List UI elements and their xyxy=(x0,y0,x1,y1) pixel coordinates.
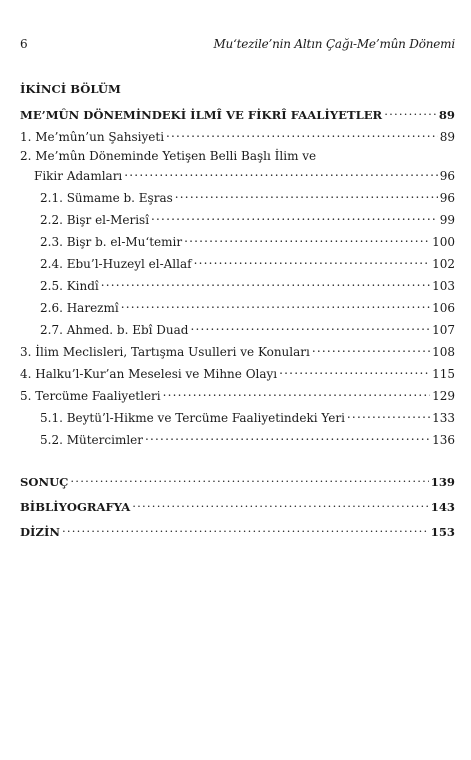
toc-entry-conclusion xyxy=(20,470,455,489)
toc-entry-page: 108 xyxy=(432,345,455,359)
toc-entry-page: 100 xyxy=(432,235,455,249)
page-number: 6 xyxy=(20,37,28,51)
dot-leader xyxy=(312,340,430,356)
toc-entry-page: 96 xyxy=(439,191,455,205)
toc-entry xyxy=(40,318,455,337)
dot-leader xyxy=(62,520,429,536)
toc-entry-text: SONUÇ xyxy=(20,475,69,489)
toc-entry-text: 2.6. Harezmî xyxy=(40,301,119,315)
dot-leader xyxy=(163,384,430,400)
chapter-label: İKİNCİ BÖLÜM xyxy=(20,82,121,96)
toc-entry-page: 102 xyxy=(432,257,455,271)
page-header xyxy=(20,37,455,53)
toc-entry-text: 2.4. Ebu’l-Huzeyl el-Allaf xyxy=(40,257,192,271)
dot-leader xyxy=(70,470,428,486)
toc-entry xyxy=(40,274,455,293)
toc-entry xyxy=(40,208,455,227)
toc-entry xyxy=(40,252,455,271)
toc-entry-page: 103 xyxy=(432,279,455,293)
toc-entry-page: 106 xyxy=(432,301,455,315)
toc-entry-text: 5.2. Mütercimler xyxy=(40,433,144,447)
toc-entry-bibliography xyxy=(20,495,455,514)
toc-entry-page: 139 xyxy=(430,475,455,489)
toc-entry-text: BİBLİYOGRAFYA xyxy=(20,500,131,514)
toc-entry-text: ME’MÛN DÖNEMİNDEKİ İLMÎ VE FİKRÎ FAALİYETLER xyxy=(20,108,383,122)
toc-entry-text: 2.7. Ahmed. b. Ebî Duad xyxy=(40,323,189,337)
toc-entry-page: 143 xyxy=(430,500,455,514)
dot-leader xyxy=(384,103,437,119)
toc-entry-text: 1. Me’mûn’un Şahsiyeti xyxy=(20,130,165,144)
dot-leader xyxy=(184,230,430,246)
running-title: Mu‘tezile’nin Altın Çağı-Me’mûn Dönemi xyxy=(213,37,455,51)
toc-entry-line-1 xyxy=(20,148,455,164)
dot-leader xyxy=(132,495,429,511)
toc-entry-page: 115 xyxy=(432,367,455,381)
toc-entry-page: 96 xyxy=(439,169,455,183)
dot-leader xyxy=(145,428,430,444)
toc-entry-page: 153 xyxy=(430,525,455,539)
toc-entry xyxy=(40,230,455,249)
toc-entry-index xyxy=(20,520,455,539)
toc-entry-page: 107 xyxy=(432,323,455,337)
toc-entry-text: Fikir Adamları xyxy=(34,169,123,183)
toc-entry-page: 133 xyxy=(432,411,455,425)
toc-entry-text: 2.5. Kindî xyxy=(40,279,99,293)
toc-entry-text: 4. Halku’l-Kur’an Meselesi ve Mihne Olayı xyxy=(20,367,278,381)
dot-leader xyxy=(194,252,431,268)
dot-leader xyxy=(191,318,431,334)
dot-leader xyxy=(279,362,430,378)
dot-leader xyxy=(347,406,430,422)
toc-entry-text: 2.1. Sümame b. Eşras xyxy=(40,191,173,205)
toc-entry-text: 2. Me’mûn Döneminde Yetişen Belli Başlı İlim ve xyxy=(20,149,317,163)
dot-leader xyxy=(121,296,430,312)
toc-entry-text: 3. İlim Meclisleri, Tartışma Usulleri ve Konuları xyxy=(20,345,310,359)
dot-leader xyxy=(151,208,438,224)
dot-leader xyxy=(175,186,438,202)
toc-entry xyxy=(20,384,455,403)
toc-entry xyxy=(40,296,455,315)
toc-entry-page: 89 xyxy=(438,108,455,122)
toc-entry-page: 89 xyxy=(439,130,455,144)
dot-leader xyxy=(166,125,438,141)
toc-entry-text: 2.2. Bişr el-Merisî xyxy=(40,213,150,227)
toc-entry-text: DİZİN xyxy=(20,525,60,539)
toc-entry-text: 5.1. Beytü’l-Hikme ve Tercüme Faaliyetindeki Yeri xyxy=(40,411,345,425)
toc-entry xyxy=(40,428,455,447)
toc-entry-page: 99 xyxy=(439,213,455,227)
toc-entry xyxy=(40,186,455,205)
toc-entry-page: 129 xyxy=(432,389,455,403)
toc-entry-line-2 xyxy=(34,164,455,183)
toc-entry xyxy=(20,340,455,359)
toc-entry-text: 5. Tercüme Faaliyetleri xyxy=(20,389,161,403)
dot-leader xyxy=(101,274,430,290)
dot-leader xyxy=(124,164,437,180)
toc-entry-section-title xyxy=(20,103,455,122)
toc-entry-text: 2.3. Bişr b. el-Mu‘temir xyxy=(40,235,183,249)
toc-entry xyxy=(20,362,455,381)
toc-entry xyxy=(40,406,455,425)
toc-entry-page: 136 xyxy=(432,433,455,447)
toc-entry xyxy=(20,125,455,144)
